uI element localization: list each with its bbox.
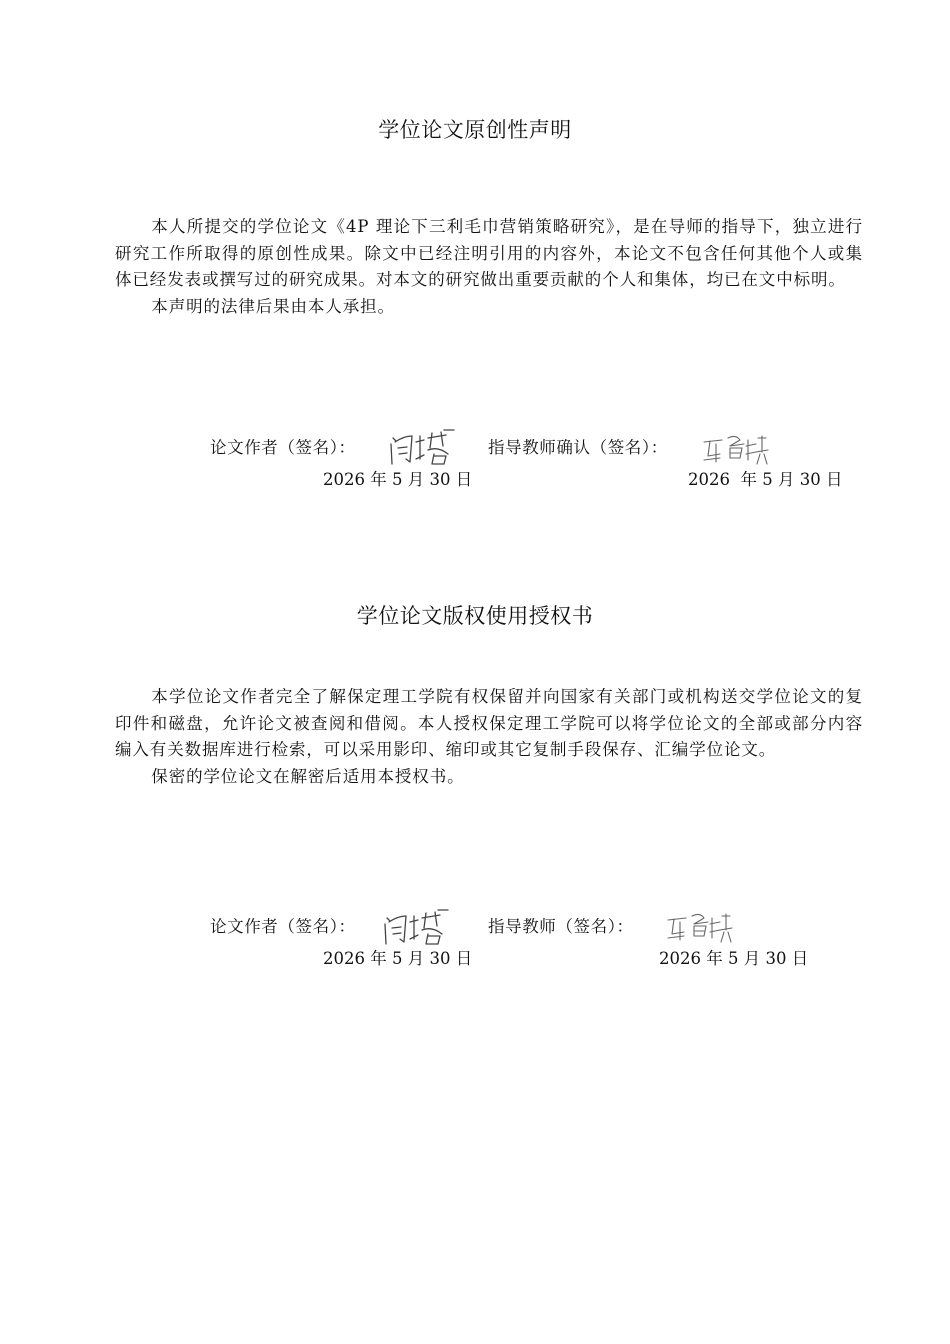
authorization-title: 学位论文版权使用授权书 — [356, 604, 594, 628]
declaration-body — [115, 214, 863, 320]
author-signature-label: 论文作者（签名）： — [210, 438, 356, 457]
author-handwritten-signature — [386, 424, 456, 466]
author-signature-label: 论文作者（签名）： — [210, 917, 356, 936]
author-date: 2026 年 5 月 30 日 — [323, 470, 473, 489]
authorization-paragraph: 保密的学位论文在解密后适用本授权书。 — [151, 766, 465, 786]
advisor-date: 2026 年 5 月 30 日 — [688, 470, 843, 489]
advisor-signature-label: 指导教师（签名）： — [488, 917, 634, 936]
declaration-paragraph: 本声明的法律后果由本人承担。 — [151, 296, 395, 316]
advisor-handwritten-signature — [664, 910, 736, 946]
author-handwritten-signature — [380, 904, 450, 946]
advisor-handwritten-signature — [700, 432, 772, 468]
authorization-body — [115, 684, 863, 790]
declaration-title: 学位论文原创性声明 — [378, 118, 572, 142]
authorization-paragraph: 本学位论文作者完全了解保定理工学院有权保留并向国家有关部门或机构送交学位论文的复印件和磁盘，允许论文被查阅和借阅。本人授权保定理工学院可以将学位论文的全部或部分内容编入有关数据库进行检索，可以采用影印、缩印或其它复制手段保存、汇编学位论文。 — [115, 687, 863, 759]
advisor-date: 2026 年 5 月 30 日 — [659, 949, 809, 968]
advisor-signature-label: 指导教师确认（签名）： — [488, 438, 668, 457]
author-date: 2026 年 5 月 30 日 — [323, 949, 473, 968]
declaration-paragraph: 本人所提交的学位论文《4P 理论下三利毛巾营销策略研究》，是在导师的指导下，独立进行研究工作所取得的原创性成果。除文中已经注明引用的内容外，本论文不包含任何其他个人或集体已经发表或撰写过的研究成果。对本文的研究做出重要贡献的个人和集体，均已在文中标明。 — [115, 217, 863, 289]
